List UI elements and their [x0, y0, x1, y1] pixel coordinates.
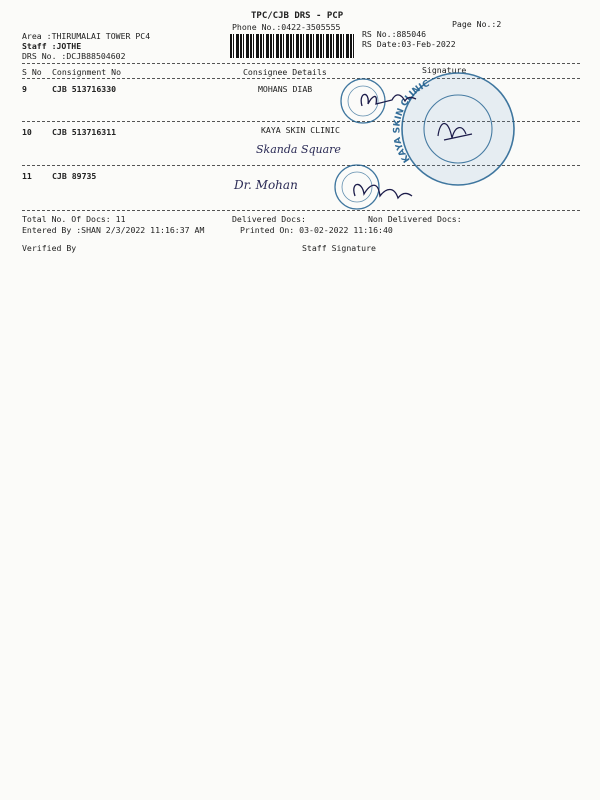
row-consignee: MOHANS DIAB: [258, 84, 313, 94]
stamp-round-row11: [335, 165, 379, 209]
col-header-sno: S No: [22, 67, 42, 77]
staff-label: Staff :JOTHE: [22, 41, 82, 51]
stamp-round-row9: [341, 79, 385, 123]
row-consignment: CJB 513716330: [52, 84, 117, 94]
verified-by: Verified By: [22, 243, 77, 253]
clinic-stamp-label: KAYA SKIN CLINIC: [392, 78, 432, 165]
row-consignee: KAYA SKIN CLINIC: [261, 125, 340, 135]
rs-number: RS No.:885046: [362, 29, 427, 39]
row-consignment: CJB 513716311: [52, 127, 117, 137]
entered-by: Entered By :SHAN 2/3/2022 11:16:37 AM: [22, 225, 205, 235]
signature-row11: [354, 184, 412, 198]
row-sno: 11: [22, 171, 32, 181]
handwritten-note: Skanda Square: [256, 143, 341, 156]
col-header-consignment: Consignment No: [52, 67, 122, 77]
col-header-signature: Signature: [422, 65, 467, 75]
phone-number: Phone No.:0422-3505555: [232, 22, 341, 32]
sheet-title: TPC/CJB DRS - PCP: [251, 11, 344, 21]
row-sno: 9: [22, 84, 27, 94]
staff-signature: Staff Signature: [302, 243, 376, 253]
drs-number: DRS No. :DCJB88504602: [22, 51, 126, 61]
delivered-docs: Delivered Docs:: [232, 214, 306, 224]
col-header-consignee: Consignee Details: [243, 67, 327, 77]
row-sno: 10: [22, 127, 32, 137]
non-delivered-docs: Non Delivered Docs:: [368, 214, 462, 224]
page-number: Page No.:2: [452, 19, 502, 29]
handwritten-note: Dr. Mohan: [234, 178, 298, 192]
area-label: Area :THIRUMALAI TOWER PC4: [22, 31, 151, 41]
clinic-stamp: [392, 73, 514, 185]
printed-on: Printed On: 03-02-2022 11:16:40: [240, 225, 393, 235]
total-docs: Total No. Of Docs: 11: [22, 214, 126, 224]
row-consignment: CJB 89735: [52, 171, 97, 181]
rs-date: RS Date:03-Feb-2022: [362, 39, 456, 49]
